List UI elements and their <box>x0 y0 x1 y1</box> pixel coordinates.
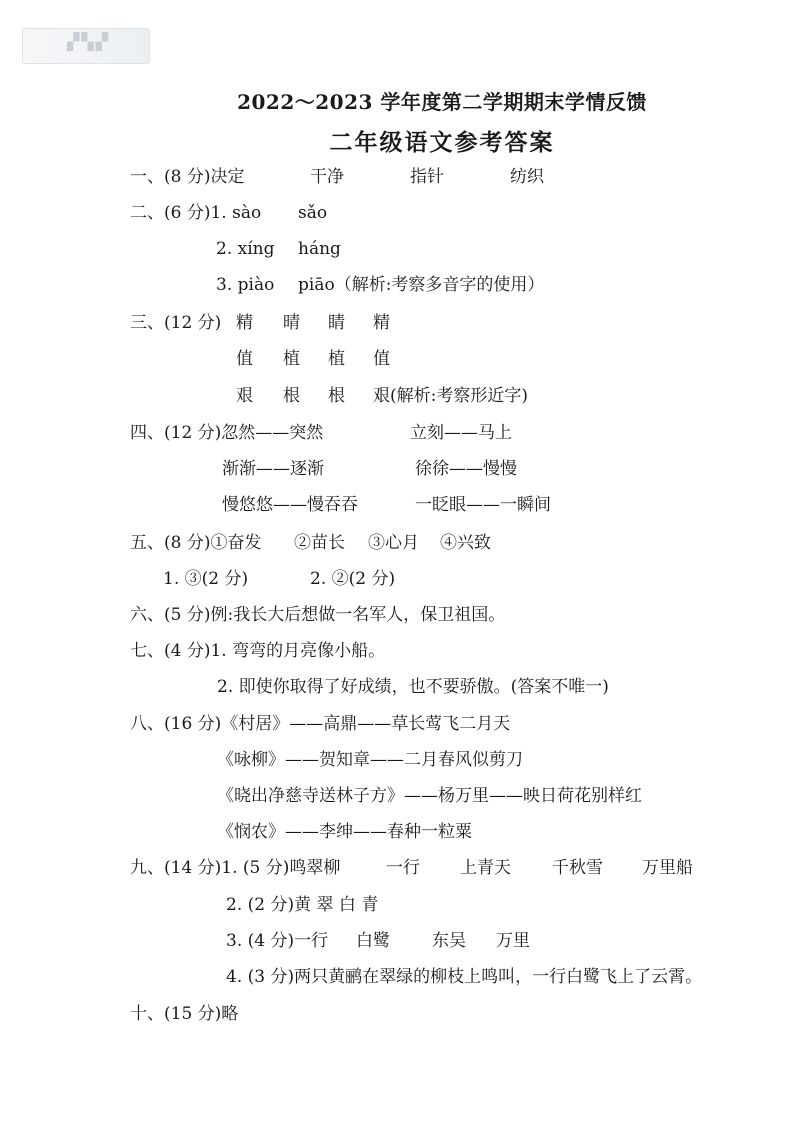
q2-row2-a: 2. xíng <box>216 239 275 259</box>
q6-label: 六、(5 分)例:我长大后想做一名军人，保卫祖国。 <box>130 605 506 625</box>
q4-pair-4: 徐徐——慢慢 <box>415 459 517 479</box>
q5-answer-2: ②苗长 <box>294 533 345 553</box>
q3-r1c3: 睛 <box>328 313 345 333</box>
q8-line-3: 《晓出净慈寺送林子方》——杨万里——映日荷花别样红 <box>217 786 642 806</box>
q9-sub-3-d: 万里 <box>496 931 530 951</box>
q3-r1c1: 精 <box>236 313 253 333</box>
q3-r3c2: 根 <box>283 386 300 406</box>
q9-label: 九、(14 分)1. (5 分)鸣翠柳 <box>130 858 341 878</box>
q5-answer-3: ③心月 <box>368 533 419 553</box>
q4-pair-5: 慢悠悠——慢吞吞 <box>222 495 358 515</box>
q7-label: 七、(4 分)1. 弯弯的月亮像小船。 <box>130 641 386 661</box>
q3-r3c1: 艰 <box>236 386 253 406</box>
q7-answer-2: 2. 即使你取得了好成绩，也不要骄傲。(答案不唯一) <box>217 677 609 697</box>
q9-sub-3: 3. (4 分)一行 <box>226 931 329 951</box>
q9-word-3: 上青天 <box>460 858 511 878</box>
q3-r2c2: 植 <box>283 349 300 369</box>
q3-r1c4: 精 <box>373 313 390 333</box>
q9-word-4: 千秋雪 <box>552 858 603 878</box>
q9-sub-3-b: 白鹭 <box>356 931 390 951</box>
q5-label: 五、(8 分)①奋发 <box>130 533 262 553</box>
q3-r2c4: 值 <box>373 349 390 369</box>
q3-r2c3: 植 <box>328 349 345 369</box>
q4-pair-6: 一眨眼——一瞬间 <box>415 495 551 515</box>
q4-label: 四、(12 分)忽然——突然 <box>130 423 324 443</box>
q8-line-4: 《悯农》——李绅——春种一粒粟 <box>217 822 472 842</box>
q10-label: 十、(15 分)略 <box>130 1004 239 1024</box>
q3-label: 三、(12 分) <box>130 313 222 333</box>
q3-r1c2: 晴 <box>283 313 300 333</box>
q3-r3c4: 艰(解析:考察形近字) <box>373 386 528 406</box>
q4-pair-2: 立刻——马上 <box>410 423 512 443</box>
q8-line-2: 《咏柳》——贺知章——二月春风似剪刀 <box>217 750 523 770</box>
q2-row3-b: piāo（解析:考察多音字的使用） <box>298 275 545 295</box>
q2-row2-b: háng <box>298 239 341 259</box>
q1-answer-3: 指针 <box>410 167 444 187</box>
q2-row3-a: 3. piào <box>216 275 275 295</box>
q1-answer-2: 干净 <box>310 167 344 187</box>
q1-label: 一、(8 分)决定 <box>130 167 245 187</box>
q9-sub-2: 2. (2 分)黄 翠 白 青 <box>226 895 379 915</box>
page-title: 2022～2023 学年度第二学期期末学情反馈 <box>237 90 647 114</box>
q9-word-5: 万里船 <box>642 858 693 878</box>
q5-answer-4: ④兴致 <box>440 533 491 553</box>
q9-sub-3-c: 东吴 <box>432 931 466 951</box>
q3-r3c3: 根 <box>328 386 345 406</box>
watermark-glyph: ▞▚▞ <box>67 32 110 51</box>
q9-word-2: 一行 <box>386 858 420 878</box>
q4-pair-3: 渐渐——逐渐 <box>222 459 324 479</box>
q1-answer-4: 纺织 <box>510 167 544 187</box>
scanner-watermark <box>22 28 150 64</box>
q2-label: 二、(6 分)1. sào <box>130 203 262 223</box>
q3-r2c1: 值 <box>236 349 253 369</box>
q2-row1-b: sǎo <box>298 203 328 223</box>
q5-sub-1: 1. ③(2 分) <box>163 569 249 589</box>
q9-sub-4: 4. (3 分)两只黄鹂在翠绿的柳枝上鸣叫，一行白鹭飞上了云霄。 <box>226 967 703 987</box>
q8-label: 八、(16 分)《村居》——高鼎——草长莺飞二月天 <box>130 714 511 734</box>
q5-sub-2: 2. ②(2 分) <box>310 569 396 589</box>
page-subtitle: 二年级语文参考答案 <box>329 129 555 156</box>
